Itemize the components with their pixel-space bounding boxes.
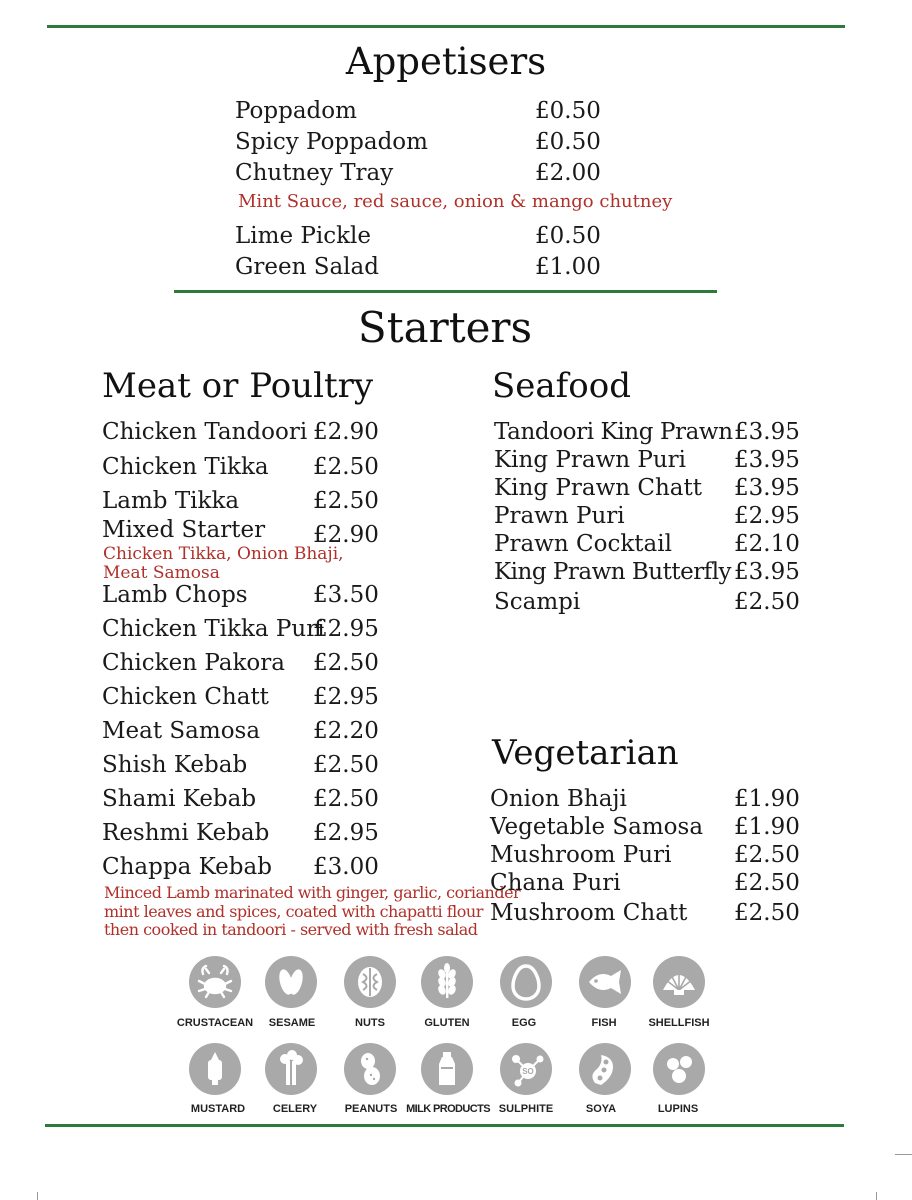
allergen-label: SESAME xyxy=(268,1017,316,1029)
allergen-label: MUSTARD xyxy=(190,1103,246,1115)
item-price: £3.95 xyxy=(734,447,800,473)
wheat-icon xyxy=(421,956,473,1008)
item-price: £2.50 xyxy=(313,454,379,480)
item-name: Chana Puri xyxy=(490,870,621,896)
item-name: Shami Kebab xyxy=(102,786,257,812)
allergen-label: MILK PRODUCTS xyxy=(406,1103,490,1115)
allergen-label: CELERY xyxy=(272,1103,318,1115)
item-price: £2.95 xyxy=(734,503,800,529)
item-price: £0.50 xyxy=(535,98,601,124)
shell-icon xyxy=(653,956,705,1008)
item-price: £2.90 xyxy=(313,419,379,445)
item-price: £2.50 xyxy=(313,786,379,812)
item-price: £0.50 xyxy=(535,223,601,249)
item-name: Chutney Tray xyxy=(235,160,394,186)
soya-pod-icon xyxy=(579,1043,631,1095)
item-price: £2.50 xyxy=(734,589,800,615)
item-name: Shish Kebab xyxy=(102,752,248,778)
item-name: Mushroom Puri xyxy=(490,842,672,868)
item-name: Chicken Tikka xyxy=(102,454,269,480)
item-name: Reshmi Kebab xyxy=(102,820,270,846)
walnut-icon xyxy=(344,956,396,1008)
item-name: King Prawn Puri xyxy=(494,447,687,473)
mustard-bottle-icon xyxy=(189,1043,241,1095)
item-name: Chicken Tandoori xyxy=(102,419,308,445)
item-description: then cooked in tandoori - served with fresh salad xyxy=(104,920,478,939)
item-price: £3.95 xyxy=(734,475,800,501)
item-name: King Prawn Butterfly xyxy=(494,559,732,585)
item-description: Mint Sauce, red sauce, onion & mango chutney xyxy=(238,191,673,212)
item-name: Mushroom Chatt xyxy=(490,900,688,926)
item-name: Lamb Tikka xyxy=(102,488,240,514)
allergen-label: NUTS xyxy=(355,1017,385,1029)
allergen-label: SULPHITE xyxy=(498,1103,554,1115)
sulphite-molecule-icon xyxy=(500,1043,552,1095)
allergen-label: GLUTEN xyxy=(424,1017,470,1029)
item-price: £2.50 xyxy=(734,900,800,926)
crab-icon xyxy=(189,956,241,1008)
crop-mark xyxy=(876,1192,877,1200)
item-name: Tandoori King Prawn xyxy=(494,419,733,445)
egg-icon xyxy=(500,956,552,1008)
sesame-icon xyxy=(265,956,317,1008)
allergen-label: LUPINS xyxy=(657,1103,699,1115)
item-price: £2.90 xyxy=(313,522,379,548)
item-price: £2.20 xyxy=(313,718,379,744)
item-name: Spicy Poppadom xyxy=(235,129,428,155)
item-description: Minced Lamb marinated with ginger, garlic, coriander xyxy=(104,883,521,902)
item-price: £2.10 xyxy=(734,531,800,557)
milk-bottle-icon xyxy=(421,1043,473,1095)
item-price: £3.50 xyxy=(313,582,379,608)
item-name: Meat Samosa xyxy=(102,718,261,744)
top-divider xyxy=(47,25,845,28)
item-name: Onion Bhaji xyxy=(490,786,627,812)
item-price: £1.90 xyxy=(734,786,800,812)
item-price: £3.00 xyxy=(313,854,379,880)
item-name: Chicken Tikka Puri xyxy=(102,616,325,642)
item-name: Prawn Puri xyxy=(494,503,625,529)
seafood-title: Seafood xyxy=(492,366,631,406)
item-name: Chicken Chatt xyxy=(102,684,269,710)
item-price: £2.95 xyxy=(313,616,379,642)
meat-or-poultry-title: Meat or Poultry xyxy=(102,366,374,406)
peanut-icon xyxy=(344,1043,396,1095)
allergen-label: SOYA xyxy=(585,1103,617,1115)
item-name: Poppadom xyxy=(235,98,357,124)
item-price: £2.95 xyxy=(313,820,379,846)
item-name: Vegetable Samosa xyxy=(490,814,704,840)
allergen-label: EGG xyxy=(511,1017,537,1029)
appetisers-title: Appetisers xyxy=(345,40,547,83)
item-description: Meat Samosa xyxy=(103,563,220,583)
lupin-beans-icon xyxy=(653,1043,705,1095)
item-price: £1.90 xyxy=(734,814,800,840)
celery-icon xyxy=(265,1043,317,1095)
item-price: £2.50 xyxy=(734,842,800,868)
item-price: £2.00 xyxy=(535,160,601,186)
allergen-label: FISH xyxy=(591,1017,617,1029)
item-price: £2.50 xyxy=(313,650,379,676)
svg-text:SO: SO xyxy=(522,1067,534,1076)
item-name: Scampi xyxy=(494,589,581,615)
item-name: Lamb Chops xyxy=(102,582,248,608)
item-name: Mixed Starter xyxy=(102,517,266,543)
item-description: Chicken Tikka, Onion Bhaji, xyxy=(103,544,344,564)
allergen-label: CRUSTACEAN xyxy=(176,1017,254,1029)
fish-icon xyxy=(579,956,631,1008)
item-price: £2.95 xyxy=(313,684,379,710)
item-price: £2.50 xyxy=(313,752,379,778)
item-price: £2.50 xyxy=(734,870,800,896)
allergen-label: PEANUTS xyxy=(344,1103,398,1115)
item-price: £3.95 xyxy=(734,419,800,445)
item-name: Prawn Cocktail xyxy=(494,531,672,557)
item-name: Chappa Kebab xyxy=(102,854,272,880)
crop-mark xyxy=(37,1192,38,1200)
bottom-divider xyxy=(45,1124,844,1127)
crop-mark xyxy=(895,1154,912,1155)
vegetarian-title: Vegetarian xyxy=(492,733,679,773)
item-price: £2.50 xyxy=(313,488,379,514)
item-price: £0.50 xyxy=(535,129,601,155)
item-price: £3.95 xyxy=(734,559,800,585)
section-divider xyxy=(174,290,717,293)
item-description: mint leaves and spices, coated with chapatti flour xyxy=(104,902,483,921)
item-price: £1.00 xyxy=(535,254,601,280)
allergen-label: SHELLFISH xyxy=(648,1017,710,1029)
item-name: Chicken Pakora xyxy=(102,650,285,676)
item-name: King Prawn Chatt xyxy=(494,475,702,501)
item-name: Green Salad xyxy=(235,254,379,280)
starters-title: Starters xyxy=(357,303,533,352)
item-name: Lime Pickle xyxy=(235,223,371,249)
